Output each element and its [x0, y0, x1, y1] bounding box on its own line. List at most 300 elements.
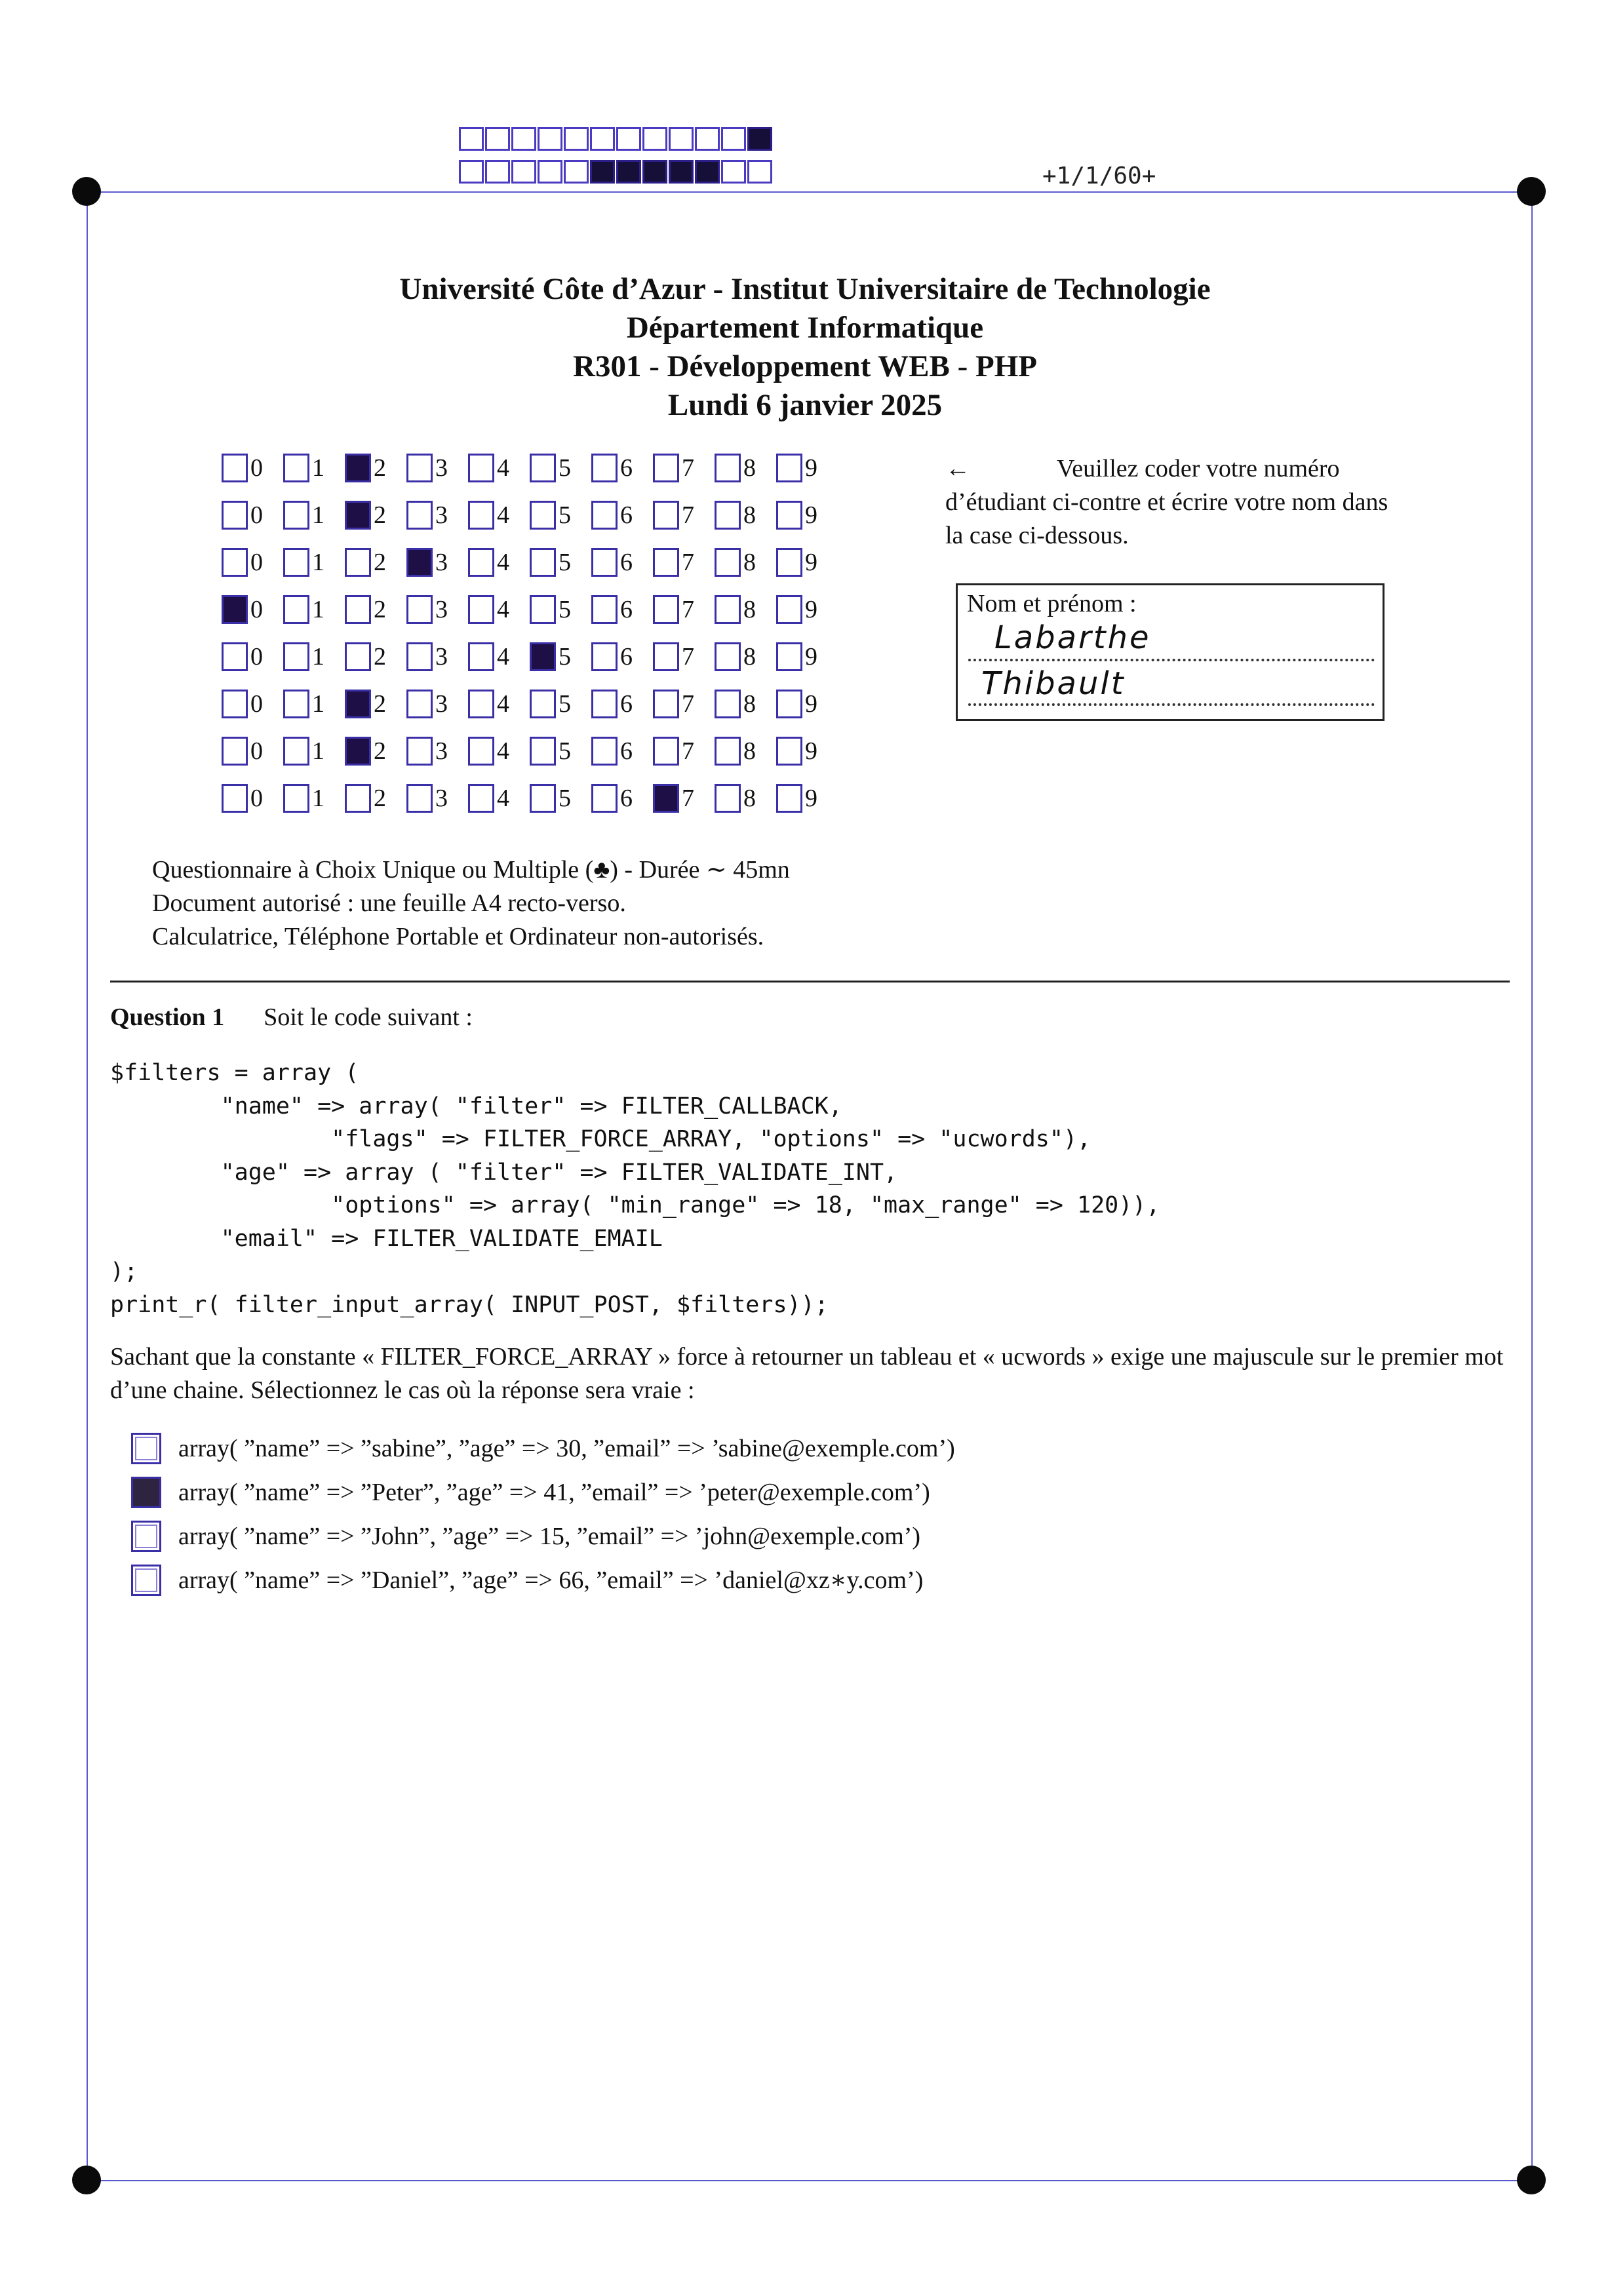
- digit-checkbox[interactable]: [222, 454, 248, 482]
- digit-option[interactable]: [653, 594, 715, 625]
- barcode-bit: [459, 127, 484, 151]
- digit-label: 7: [682, 549, 694, 576]
- digit-checkbox[interactable]: [283, 737, 309, 766]
- digit-label: 4: [497, 501, 509, 529]
- answer-text: array( ”name” => ”Daniel”, ”age” => 66, ”email” => ’daniel@xz∗y.com’): [178, 1566, 924, 1594]
- digit-label: 1: [312, 785, 324, 812]
- digit-checkbox[interactable]: [468, 548, 494, 577]
- digit-checkbox[interactable]: [776, 548, 802, 577]
- exam-info-devices: Calculatrice, Téléphone Portable et Ordinateur non-autorisés.: [152, 923, 764, 950]
- digit-checkbox[interactable]: [591, 501, 618, 530]
- barcode-bit: [721, 160, 746, 184]
- digit-label: 7: [682, 501, 694, 529]
- digit-checkbox[interactable]: [530, 784, 556, 813]
- digit-label: 4: [497, 643, 509, 671]
- digit-label: 5: [559, 690, 571, 718]
- digit-checkbox[interactable]: [591, 595, 618, 624]
- digit-option[interactable]: [653, 783, 715, 814]
- digit-checkbox[interactable]: [222, 642, 248, 671]
- digit-option[interactable]: [222, 499, 283, 531]
- barcode-bit: [564, 160, 589, 184]
- digit-option[interactable]: [715, 735, 776, 767]
- exam-info-format: Questionnaire à Choix Unique ou Multiple (♣) - Durée ∼ 45mn: [152, 856, 790, 884]
- registration-mark-bottom-left: [72, 2166, 101, 2194]
- barcode-bit: [669, 160, 694, 184]
- page-id: +1/1/60+: [1042, 163, 1156, 189]
- registration-mark-bottom-right: [1517, 2166, 1546, 2194]
- digit-label: 3: [435, 501, 448, 529]
- digit-label: 7: [682, 454, 694, 482]
- frame-top: [87, 191, 1533, 193]
- digit-checkbox[interactable]: [222, 501, 248, 530]
- digit-label: 6: [620, 454, 633, 482]
- digit-option[interactable]: [222, 783, 283, 814]
- digit-checkbox[interactable]: [222, 737, 248, 766]
- digit-label: 9: [805, 501, 817, 529]
- digit-option[interactable]: [776, 547, 838, 578]
- digit-option[interactable]: [345, 547, 406, 578]
- digit-checkbox[interactable]: [653, 784, 679, 813]
- handwritten-last-name: Labarthe: [994, 619, 1151, 656]
- student-number-row: [222, 594, 838, 625]
- student-number-row: [222, 499, 838, 531]
- digit-checkbox[interactable]: [715, 595, 741, 624]
- digit-option[interactable]: [283, 735, 345, 767]
- digit-checkbox[interactable]: [530, 454, 556, 482]
- handwritten-first-name: Thibault: [981, 665, 1126, 702]
- digit-option[interactable]: [468, 452, 530, 484]
- digit-label: 7: [682, 737, 694, 765]
- digit-option[interactable]: [222, 735, 283, 767]
- digit-checkbox[interactable]: [653, 595, 679, 624]
- digit-checkbox[interactable]: [468, 690, 494, 718]
- digit-option[interactable]: [591, 641, 653, 672]
- digit-option[interactable]: [591, 452, 653, 484]
- digit-option[interactable]: [653, 641, 715, 672]
- digit-checkbox[interactable]: [776, 454, 802, 482]
- digit-option[interactable]: [530, 594, 591, 625]
- digit-label: 4: [497, 549, 509, 576]
- digit-option[interactable]: [530, 499, 591, 531]
- digit-label: 8: [743, 785, 756, 812]
- digit-checkbox[interactable]: [283, 501, 309, 530]
- digit-label: 6: [620, 643, 633, 671]
- digit-checkbox[interactable]: [222, 784, 248, 813]
- barcode-bit: [459, 160, 484, 184]
- digit-option[interactable]: [283, 641, 345, 672]
- digit-option[interactable]: [345, 641, 406, 672]
- digit-option[interactable]: [715, 783, 776, 814]
- digit-checkbox[interactable]: [776, 501, 802, 530]
- student-number-row: [222, 547, 838, 578]
- digit-option[interactable]: [283, 688, 345, 720]
- answer-option[interactable]: [131, 1514, 955, 1558]
- barcode-bit: [590, 160, 615, 184]
- digit-checkbox[interactable]: [776, 642, 802, 671]
- digit-checkbox[interactable]: [468, 454, 494, 482]
- question-intro: Soit le code suivant :: [264, 1003, 473, 1031]
- digit-checkbox[interactable]: [591, 690, 618, 718]
- digit-checkbox[interactable]: [776, 737, 802, 766]
- digit-label: 1: [312, 549, 324, 576]
- digit-label: 8: [743, 643, 756, 671]
- header-date: Lundi 6 janvier 2025: [667, 388, 943, 422]
- digit-option[interactable]: [530, 783, 591, 814]
- digit-checkbox[interactable]: [468, 784, 494, 813]
- barcode-bit: [511, 127, 536, 151]
- digit-option[interactable]: [776, 783, 838, 814]
- digit-option[interactable]: [715, 547, 776, 578]
- digit-label: 6: [620, 501, 633, 529]
- header-department: Département Informatique: [626, 311, 984, 345]
- digit-label: 1: [312, 454, 324, 482]
- digit-label: 3: [435, 596, 448, 623]
- digit-option[interactable]: [776, 499, 838, 531]
- digit-checkbox[interactable]: [345, 454, 371, 482]
- code-block: $filters = array ( "name" => array( "filter" => FILTER_CALLBACK, "flags" => FILTER_FORCE_ARRAY, "options" => "ucwords"), "age" => array ( "filter" => FILTER_VALIDATE_INT, "options" => array( "min_range" => 18, "max_range" => 120)), "email" => FILTER_VALIDATE_EMAIL ); print_r( filter_input_array( INPUT_POST, $filters));: [110, 1060, 1160, 1318]
- answer-checkbox[interactable]: [131, 1521, 161, 1552]
- answer-option[interactable]: [131, 1426, 955, 1470]
- digit-checkbox[interactable]: [283, 642, 309, 671]
- digit-label: 0: [250, 454, 263, 482]
- digit-option[interactable]: [715, 688, 776, 720]
- digit-option[interactable]: [345, 783, 406, 814]
- digit-option[interactable]: [468, 735, 530, 767]
- barcode-bit: [538, 127, 562, 151]
- digit-checkbox[interactable]: [591, 642, 618, 671]
- digit-checkbox[interactable]: [468, 501, 494, 530]
- digit-option[interactable]: [406, 594, 468, 625]
- digit-option[interactable]: [283, 547, 345, 578]
- digit-label: 1: [312, 690, 324, 718]
- digit-label: 5: [559, 454, 571, 482]
- digit-option[interactable]: [591, 499, 653, 531]
- answer-checkbox[interactable]: [131, 1433, 161, 1464]
- digit-checkbox[interactable]: [283, 454, 309, 482]
- digit-checkbox[interactable]: [345, 548, 371, 577]
- digit-label: 2: [374, 785, 386, 812]
- digit-label: 2: [374, 501, 386, 529]
- digit-label: 7: [682, 643, 694, 671]
- digit-checkbox[interactable]: [283, 595, 309, 624]
- digit-label: 4: [497, 690, 509, 718]
- barcode-bit: [695, 127, 720, 151]
- digit-checkbox[interactable]: [715, 690, 741, 718]
- digit-checkbox[interactable]: [653, 642, 679, 671]
- digit-option[interactable]: [591, 783, 653, 814]
- digit-checkbox[interactable]: [283, 548, 309, 577]
- answer-option[interactable]: [131, 1558, 955, 1602]
- digit-label: 6: [620, 549, 633, 576]
- digit-checkbox[interactable]: [345, 690, 371, 718]
- digit-checkbox[interactable]: [468, 595, 494, 624]
- digit-option[interactable]: [776, 641, 838, 672]
- digit-label: 0: [250, 549, 263, 576]
- frame-right: [1531, 191, 1533, 2181]
- digit-checkbox[interactable]: [530, 642, 556, 671]
- digit-label: 3: [435, 785, 448, 812]
- digit-checkbox[interactable]: [406, 501, 433, 530]
- digit-option[interactable]: [406, 688, 468, 720]
- digit-checkbox[interactable]: [776, 690, 802, 718]
- digit-label: 8: [743, 596, 756, 623]
- digit-checkbox[interactable]: [715, 737, 741, 766]
- digit-label: 0: [250, 643, 263, 671]
- digit-option[interactable]: [715, 641, 776, 672]
- frame-bottom: [87, 2180, 1533, 2181]
- digit-option[interactable]: [591, 735, 653, 767]
- frame-left: [87, 191, 88, 2181]
- barcode-bit: [538, 160, 562, 184]
- digit-option[interactable]: [530, 547, 591, 578]
- digit-checkbox[interactable]: [222, 548, 248, 577]
- digit-label: 7: [682, 785, 694, 812]
- digit-option[interactable]: [406, 499, 468, 531]
- exam-info: [152, 853, 790, 954]
- digit-checkbox[interactable]: [715, 784, 741, 813]
- digit-option[interactable]: [345, 735, 406, 767]
- barcode-bit: [721, 127, 746, 151]
- instructions: [945, 452, 1404, 553]
- digit-label: 8: [743, 549, 756, 576]
- digit-label: 0: [250, 690, 263, 718]
- digit-label: 2: [374, 643, 386, 671]
- digit-option[interactable]: [222, 594, 283, 625]
- digit-label: 5: [559, 596, 571, 623]
- digit-checkbox[interactable]: [653, 454, 679, 482]
- digit-checkbox[interactable]: [530, 501, 556, 530]
- digit-checkbox[interactable]: [530, 737, 556, 766]
- digit-checkbox[interactable]: [715, 501, 741, 530]
- digit-label: 9: [805, 737, 817, 765]
- exam-header: [0, 270, 1610, 425]
- barcode-bit: [485, 160, 510, 184]
- digit-option[interactable]: [222, 452, 283, 484]
- digit-label: 1: [312, 737, 324, 765]
- digit-option[interactable]: [222, 547, 283, 578]
- digit-label: 5: [559, 785, 571, 812]
- digit-checkbox[interactable]: [653, 501, 679, 530]
- question-text: Sachant que la constante « FILTER_FORCE_ARRAY » force à retourner un tableau et « ucwords » exige une majuscule sur le premier mot d’une chaine. Sélectionnez le cas où la réponse sera vraie :: [110, 1343, 1504, 1404]
- digit-option[interactable]: [468, 547, 530, 578]
- digit-checkbox[interactable]: [406, 690, 433, 718]
- digit-label: 9: [805, 454, 817, 482]
- answer-text: array( ”name” => ”sabine”, ”age” => 30, ”email” => ’sabine@exemple.com’): [178, 1434, 955, 1462]
- digit-option[interactable]: [345, 688, 406, 720]
- digit-label: 6: [620, 785, 633, 812]
- digit-option[interactable]: [468, 641, 530, 672]
- digit-label: 6: [620, 596, 633, 623]
- digit-checkbox[interactable]: [345, 784, 371, 813]
- digit-checkbox[interactable]: [406, 595, 433, 624]
- digit-label: 5: [559, 737, 571, 765]
- student-number-row: [222, 735, 838, 767]
- digit-option[interactable]: [776, 688, 838, 720]
- digit-checkbox[interactable]: [776, 595, 802, 624]
- digit-option[interactable]: [653, 499, 715, 531]
- digit-label: 3: [435, 643, 448, 671]
- digit-option[interactable]: [406, 452, 468, 484]
- digit-checkbox[interactable]: [283, 690, 309, 718]
- digit-option[interactable]: [530, 735, 591, 767]
- digit-checkbox[interactable]: [530, 548, 556, 577]
- barcode-bit: [564, 127, 589, 151]
- digit-option[interactable]: [530, 688, 591, 720]
- digit-label: 6: [620, 690, 633, 718]
- digit-label: 2: [374, 737, 386, 765]
- digit-label: 7: [682, 690, 694, 718]
- digit-label: 5: [559, 501, 571, 529]
- digit-label: 0: [250, 785, 263, 812]
- question-header: [110, 1003, 473, 1032]
- digit-checkbox[interactable]: [715, 642, 741, 671]
- digit-option[interactable]: [222, 688, 283, 720]
- digit-option[interactable]: [653, 735, 715, 767]
- digit-checkbox[interactable]: [468, 642, 494, 671]
- barcode-bit: [616, 160, 641, 184]
- answer-text: array( ”name” => ”John”, ”age” => 15, ”email” => ’john@exemple.com’): [178, 1522, 921, 1550]
- digit-checkbox[interactable]: [345, 595, 371, 624]
- digit-label: 2: [374, 596, 386, 623]
- digit-label: 3: [435, 690, 448, 718]
- digit-option[interactable]: [776, 594, 838, 625]
- student-number-row: [222, 641, 838, 672]
- digit-option[interactable]: [653, 547, 715, 578]
- digit-option[interactable]: [468, 499, 530, 531]
- digit-checkbox[interactable]: [653, 548, 679, 577]
- digit-checkbox[interactable]: [591, 548, 618, 577]
- digit-checkbox[interactable]: [653, 690, 679, 718]
- barcode-bit: [695, 160, 720, 184]
- barcode-bit: [485, 127, 510, 151]
- digit-label: 9: [805, 596, 817, 623]
- separator: [110, 981, 1510, 983]
- digit-checkbox[interactable]: [345, 642, 371, 671]
- exam-info-documents: Document autorisé : une feuille A4 recto-verso.: [152, 889, 626, 917]
- digit-checkbox[interactable]: [345, 501, 371, 530]
- digit-option[interactable]: [283, 783, 345, 814]
- digit-checkbox[interactable]: [776, 784, 802, 813]
- digit-checkbox[interactable]: [591, 454, 618, 482]
- digit-label: 9: [805, 643, 817, 671]
- digit-label: 4: [497, 596, 509, 623]
- digit-checkbox[interactable]: [406, 548, 433, 577]
- digit-checkbox[interactable]: [406, 784, 433, 813]
- digit-label: 3: [435, 549, 448, 576]
- digit-label: 1: [312, 501, 324, 529]
- digit-option[interactable]: [345, 594, 406, 625]
- digit-option[interactable]: [406, 547, 468, 578]
- barcode-bit: [747, 160, 772, 184]
- answer-checkbox[interactable]: [131, 1565, 161, 1596]
- digit-label: 4: [497, 785, 509, 812]
- digit-option[interactable]: [715, 499, 776, 531]
- digit-label: 3: [435, 737, 448, 765]
- digit-option[interactable]: [468, 594, 530, 625]
- answer-list: [131, 1426, 955, 1602]
- digit-option[interactable]: [406, 783, 468, 814]
- digit-checkbox[interactable]: [222, 595, 248, 624]
- digit-option[interactable]: [468, 688, 530, 720]
- digit-checkbox[interactable]: [345, 737, 371, 766]
- digit-checkbox[interactable]: [283, 784, 309, 813]
- digit-option[interactable]: [776, 735, 838, 767]
- digit-checkbox[interactable]: [591, 737, 618, 766]
- digit-label: 5: [559, 643, 571, 671]
- digit-option[interactable]: [283, 594, 345, 625]
- digit-label: 8: [743, 737, 756, 765]
- digit-option[interactable]: [468, 783, 530, 814]
- digit-option[interactable]: [283, 499, 345, 531]
- digit-option[interactable]: [345, 452, 406, 484]
- digit-label: 2: [374, 549, 386, 576]
- digit-option[interactable]: [530, 452, 591, 484]
- barcode-bit: [511, 160, 536, 184]
- digit-option[interactable]: [653, 452, 715, 484]
- digit-option[interactable]: [406, 735, 468, 767]
- answer-option[interactable]: [131, 1470, 955, 1514]
- digit-option[interactable]: [591, 547, 653, 578]
- digit-option[interactable]: [591, 594, 653, 625]
- digit-checkbox[interactable]: [653, 737, 679, 766]
- digit-option[interactable]: [715, 594, 776, 625]
- digit-label: 7: [682, 596, 694, 623]
- digit-option[interactable]: [222, 641, 283, 672]
- digit-checkbox[interactable]: [406, 737, 433, 766]
- header-course: R301 - Développement WEB - PHP: [573, 349, 1037, 383]
- digit-option[interactable]: [345, 499, 406, 531]
- digit-label: 9: [805, 785, 817, 812]
- name-label: Nom et prénom :: [967, 590, 1137, 617]
- answer-text: array( ”name” => ”Peter”, ”age” => 41, ”email” => ’peter@exemple.com’): [178, 1478, 930, 1506]
- digit-checkbox[interactable]: [406, 642, 433, 671]
- digit-option[interactable]: [530, 641, 591, 672]
- name-box[interactable]: [956, 583, 1384, 721]
- digit-option[interactable]: [406, 641, 468, 672]
- digit-checkbox[interactable]: [530, 690, 556, 718]
- digit-label: 8: [743, 454, 756, 482]
- digit-option[interactable]: [715, 452, 776, 484]
- digit-option[interactable]: [591, 688, 653, 720]
- left-arrow-icon: ←: [945, 455, 970, 482]
- digit-checkbox[interactable]: [406, 454, 433, 482]
- digit-checkbox[interactable]: [530, 595, 556, 624]
- digit-checkbox[interactable]: [591, 784, 618, 813]
- barcode-row-1: [459, 127, 774, 151]
- digit-label: 4: [497, 737, 509, 765]
- digit-checkbox[interactable]: [222, 690, 248, 718]
- digit-label: 9: [805, 549, 817, 576]
- digit-checkbox[interactable]: [715, 548, 741, 577]
- digit-label: 2: [374, 454, 386, 482]
- digit-label: 2: [374, 690, 386, 718]
- barcode-bit: [669, 127, 694, 151]
- digit-checkbox[interactable]: [715, 454, 741, 482]
- answer-checkbox[interactable]: [131, 1477, 161, 1508]
- barcode-bit: [616, 127, 641, 151]
- digit-checkbox[interactable]: [468, 737, 494, 766]
- instructions-text: Veuillez coder votre numéro d’étudiant ci-contre et écrire votre nom dans la case ci-dessous.: [945, 455, 1388, 549]
- digit-label: 5: [559, 549, 571, 576]
- digit-option[interactable]: [653, 688, 715, 720]
- digit-option[interactable]: [283, 452, 345, 484]
- barcode-bit: [642, 127, 667, 151]
- digit-label: 6: [620, 737, 633, 765]
- digit-label: 0: [250, 737, 263, 765]
- digit-option[interactable]: [776, 452, 838, 484]
- digit-label: 1: [312, 596, 324, 623]
- barcode-bit: [642, 160, 667, 184]
